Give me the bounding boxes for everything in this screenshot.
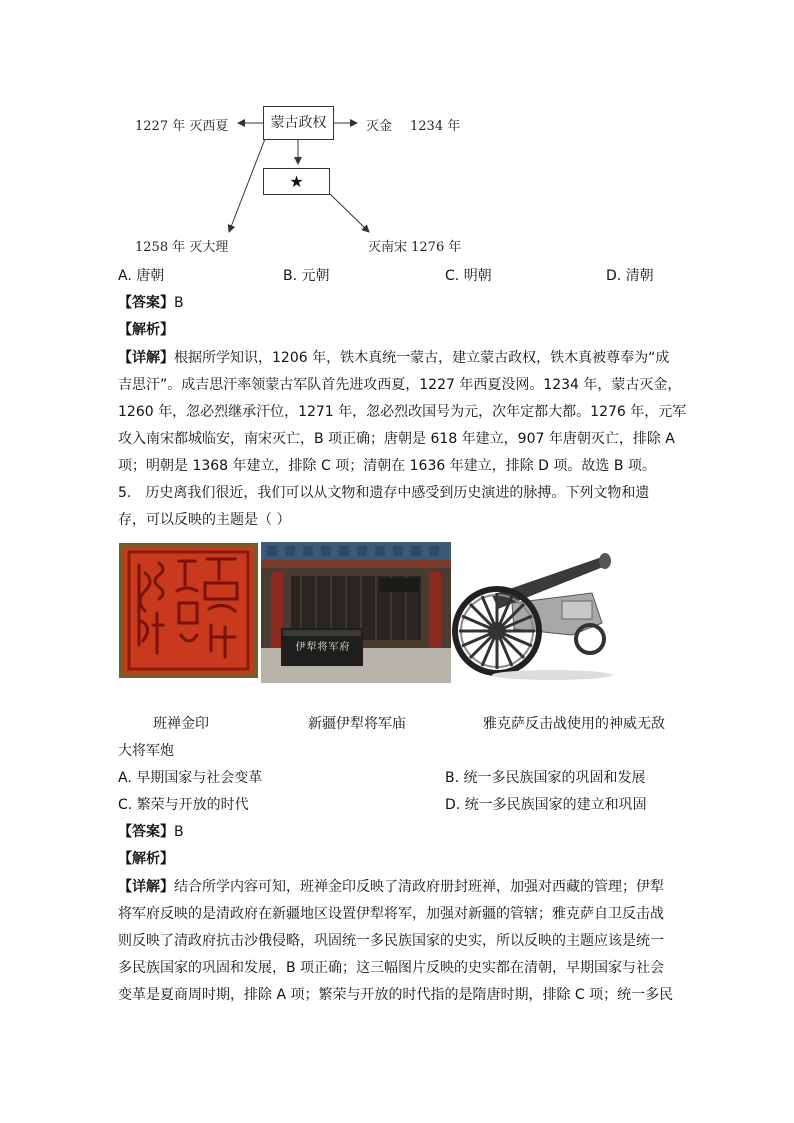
q4-option-c-text: 明朝: [463, 268, 492, 284]
q4-option-b: [283, 263, 330, 290]
q4-option-a-letter: A.: [118, 268, 132, 284]
yili-temple-photo: [261, 542, 451, 683]
q5-option-d-letter: D.: [445, 797, 461, 813]
q5-option-a-text: 早期国家与社会变革: [136, 770, 263, 786]
q4-detail: [118, 345, 687, 480]
q5-detail-line: 多民族国家的巩固和发展，B 项正确；这三幅图片反映的史实都在清朝，早期国家与社会: [118, 960, 665, 976]
q4-option-c: [445, 263, 492, 290]
q4-option-a-text: 唐朝: [136, 268, 165, 284]
q4-detail-label: 【详解】: [118, 350, 174, 366]
q5-option-d: [445, 792, 647, 819]
cannon-illustration: [452, 543, 618, 684]
q4-detail-line: 攻入南宋都城临安，南宋灭亡，B 项正确；唐朝是 618 年建立，907 年唐朝灭亡，排除 A: [118, 431, 675, 447]
diagram-arrows: [0, 0, 794, 270]
panchen-seal-photo: [119, 543, 258, 678]
q4-option-b-text: 元朝: [301, 268, 330, 284]
q5-answer-value: B: [174, 824, 184, 840]
star-box: [263, 168, 330, 195]
mongol-regime-label: 蒙古政权: [270, 115, 327, 131]
q5-detail-line: 变革是夏商周时期，排除 A 项；繁荣与开放的时代指的是隋唐时期，排除 C 项；统一多民: [118, 987, 674, 1003]
caption-cannon: 雅克萨反击战使用的神威无敌: [483, 716, 665, 732]
q5-detail-line: 结合所学内容可知，班禅金印反映了清政府册封班禅，加强对西藏的管理；伊犁: [174, 879, 664, 895]
q5-option-d-text: 统一多民族国家的建立和巩固: [464, 797, 647, 813]
q4-analysis-label: 【解析】: [118, 322, 174, 338]
q5-option-c: [118, 792, 249, 819]
q5-option-c-letter: C.: [118, 797, 133, 813]
q4-option-d: [606, 263, 654, 290]
q5-stem-line1: [118, 480, 649, 507]
arrow-dali: [229, 139, 265, 232]
q4-answer-label: 【答案】: [118, 295, 174, 311]
q5-detail-line: 将军府反映的是清政府在新疆地区设置伊犁将军，加强对新疆的管辖；雅克萨自卫反击战: [118, 906, 664, 922]
jin-year: 1234 年: [410, 119, 461, 134]
q5-stem-text: 历史离我们很近，我们可以从文物和遗存中感受到历史演进的脉搏。下列文物和遗: [145, 485, 650, 501]
caption-yili-temple: 新疆伊犁将军庙: [308, 716, 406, 732]
temple-illustration: [261, 542, 451, 683]
q4-option-a: [118, 263, 164, 290]
q4-option-d-letter: D.: [606, 268, 622, 284]
q5-option-b: [445, 765, 646, 792]
q5-number: 5.: [118, 485, 132, 501]
caption-panchen-seal: 班禅金印: [153, 716, 209, 732]
q5-option-c-text: 繁荣与开放的时代: [136, 797, 249, 813]
q4-option-c-letter: C.: [445, 268, 460, 284]
q5-detail-line: 则反映了清政府抗击沙俄侵略，巩固统一多民族国家的史实，所以反映的主题应该是统一: [118, 933, 664, 949]
q5-detail-label: 【详解】: [118, 879, 174, 895]
arrow-south-song: [330, 194, 369, 232]
q5-option-a: [118, 765, 262, 792]
q5-stem-line2: 存，可以反映的主题是（ ）: [118, 512, 291, 528]
q5-option-b-text: 统一多民族国家的巩固和发展: [463, 770, 646, 786]
south-song-label: 灭南宋 1276 年: [368, 240, 462, 255]
mongol-regime-box: [263, 106, 334, 140]
q4-detail-line: 1260 年，忽必烈继承汗位，1271 年，忽必烈改国号为元，次年定都大都。1276 年，元军: [118, 404, 687, 420]
q5-option-a-letter: A.: [118, 770, 132, 786]
q4-answer: [118, 290, 184, 317]
cannon-photo: [452, 543, 618, 684]
jin-label: 灭金: [366, 119, 393, 134]
seal-illustration: [119, 543, 258, 678]
q4-detail-line: 吉思汗”。成吉思汗率领蒙古军队首先进攻西夏，1227 年西夏没网。1234 年，蒙古灭金，: [118, 377, 682, 393]
caption-cannon-cont: 大将军炮: [118, 743, 174, 759]
q5-detail: [118, 874, 688, 1009]
q5-answer-label: 【答案】: [118, 824, 174, 840]
q4-detail-line: 项；明朝是 1368 年建立，排除 C 项；清朝在 1636 年建立，排除 D 项。故选 B 项。: [118, 458, 656, 474]
temple-plaque-text: 伊犁将军府: [295, 642, 351, 653]
star-icon: ★: [289, 172, 304, 191]
q4-detail-line: 根据所学知识，1206 年，铁木真统一蒙古，建立蒙古政权，铁木真被尊奉为“成: [174, 350, 670, 366]
west-xia-label: 1227 年 灭西夏: [135, 119, 229, 134]
q5-answer: [118, 819, 184, 846]
q5-option-b-letter: B.: [445, 770, 460, 786]
q4-answer-value: B: [174, 295, 184, 311]
q5-analysis-label: 【解析】: [118, 851, 174, 867]
dali-label: 1258 年 灭大理: [135, 240, 229, 255]
q4-option-b-letter: B.: [283, 268, 298, 284]
q4-option-d-text: 清朝: [625, 268, 654, 284]
